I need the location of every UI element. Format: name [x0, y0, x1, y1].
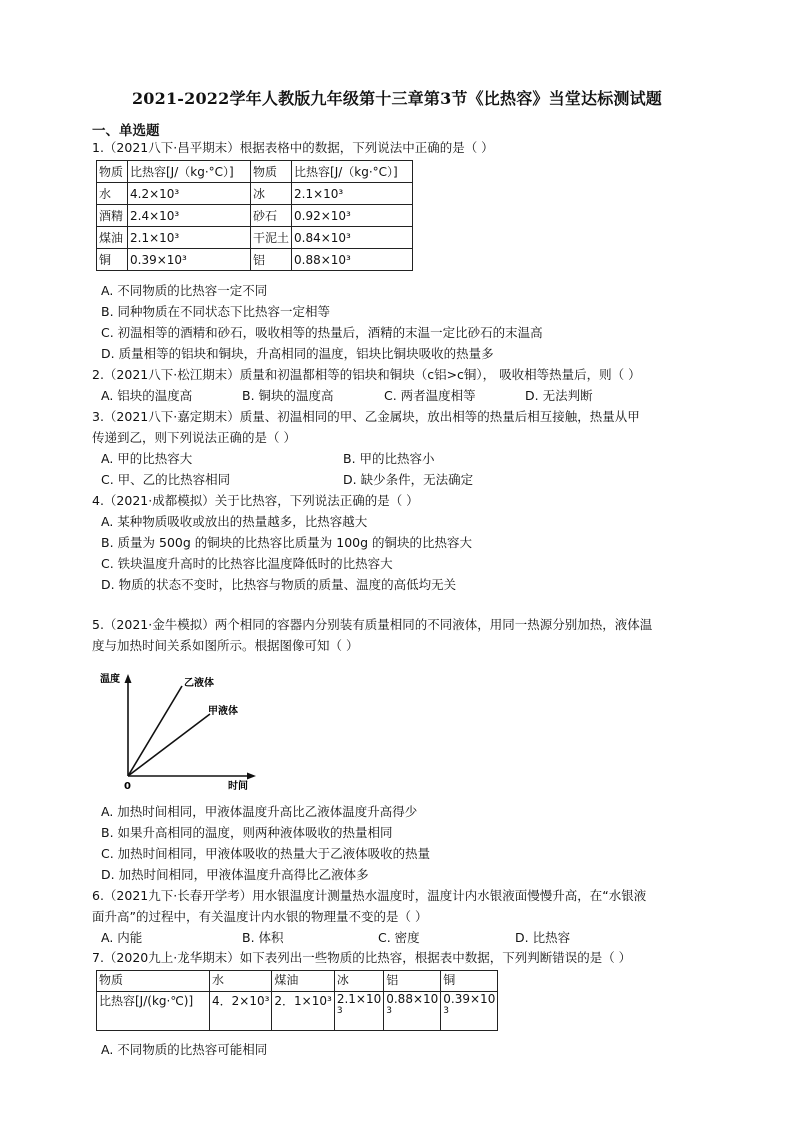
q7-option-a: A. 不同物质的比热容可能相同: [101, 1042, 268, 1057]
table-cell: 2.4×10³: [128, 205, 251, 227]
q1-option-a: A. 不同物质的比热容一定不同: [101, 283, 268, 298]
table-cell: 比热容[J/(kg·℃)]: [97, 992, 210, 1031]
q3-option-a: A. 甲的比热容大: [101, 451, 193, 466]
table-cell: 铜: [441, 971, 498, 992]
q3-option-b: B. 甲的比热容小: [343, 451, 435, 466]
q5-stem-line1: 5.（2021·金牛模拟）两个相同的容器内分别装有质量相同的不同液体，用同一热源分别加热，液体温: [92, 617, 653, 632]
table-cell: 水: [210, 971, 272, 992]
q6-option-b: B. 体积: [242, 930, 284, 945]
q2-option-b: B. 铜块的温度高: [242, 388, 334, 403]
table-cell: 4.2×10³: [128, 183, 251, 205]
table-cell: 0.39×10³: [128, 249, 251, 271]
q5-option-b: B. 如果升高相同的温度，则两种液体吸收的热量相同: [101, 825, 393, 840]
table-cell: 0.88×10³: [292, 249, 413, 271]
table-cell: 比热容[J/（kg·°C）]: [128, 161, 251, 183]
q6-option-c: C. 密度: [378, 930, 420, 945]
q2-option-d: D. 无法判断: [525, 388, 593, 403]
table-cell: 比热容[J/（kg·°C）]: [292, 161, 413, 183]
table-cell: 冰: [251, 183, 292, 205]
q4-option-d: D. 物质的状态不变时，比热容与物质的质量、温度的高低均无关: [101, 577, 457, 592]
q3-option-d: D. 缺少条件，无法确定: [343, 472, 474, 487]
q6-stem-line1: 6.（2021九下·长春开学考）用水银温度计测量热水温度时，温度计内水银液面慢慢升高，在“水银液: [92, 888, 647, 903]
table-row: [97, 992, 498, 1031]
q6-option-a: A. 内能: [101, 930, 143, 945]
table-cell: 铝: [251, 249, 292, 271]
table-cell: 2.1×10³: [128, 227, 251, 249]
y-axis-arrow: [125, 674, 132, 683]
table-cell: 煤油: [97, 227, 128, 249]
q2-option-c: C. 两者温度相等: [384, 388, 476, 403]
document-title: 2021-2022学年人教版九年级第十三章第3节《比热容》当堂达标测试题: [131, 89, 663, 108]
table-row: [97, 183, 413, 205]
q7-table: [96, 970, 498, 1031]
table-header-row: [97, 971, 498, 992]
q1-table: [96, 160, 413, 271]
table-cell: 物质: [251, 161, 292, 183]
table-cell: 铝: [384, 971, 441, 992]
table-cell: 水: [97, 183, 128, 205]
q4-stem: 4.（2021·成都模拟）关于比热容，下列说法正确的是（ ）: [92, 493, 419, 508]
line-yi-label: 乙液体: [184, 678, 214, 689]
q1-option-b: B. 同种物质在不同状态下比热容一定相等: [101, 304, 331, 319]
q4-option-a: A. 某种物质吸收或放出的热量越多，比热容越大: [101, 514, 368, 529]
q5-stem-line2: 度与加热时间关系如图所示。根据图像可知（ ）: [92, 638, 359, 653]
q1-stem: 1.（2021八下·昌平期末）根据表格中的数据，下列说法中正确的是（ ）: [92, 140, 494, 155]
table-header-row: [97, 161, 413, 183]
q3-stem-line1: 3.（2021八下·嘉定期末）质量、初温相同的甲、乙金属块，放出相等的热量后相互接触，热量从甲: [92, 409, 640, 424]
table-cell: 2.1×10³: [292, 183, 413, 205]
cell-value: 0.88×10: [386, 992, 439, 1006]
y-axis-label: 温度: [100, 674, 120, 685]
q4-option-c: C. 铁块温度升高时的比热容比温度降低时的比热容大: [101, 556, 393, 571]
table-cell: [272, 992, 334, 1031]
x-axis-label: 时间: [228, 781, 248, 792]
q6-stem-line2: 面升高”的过程中，有关温度计内水银的物理量不变的是（ ）: [92, 909, 428, 924]
cell-value: 4．2×10³: [212, 994, 270, 1008]
table-row: [97, 227, 413, 249]
q2-option-a: A. 铝块的温度高: [101, 388, 193, 403]
cell-value: 0.39×10: [443, 992, 496, 1006]
q3-stem-line2: 传递到乙，则下列说法正确的是（ ）: [92, 430, 296, 445]
table-cell: [210, 992, 272, 1031]
line-jia: [128, 714, 210, 776]
table-cell: 煤油: [272, 971, 334, 992]
line-yi: [128, 686, 182, 776]
q4-option-b: B. 质量为 500g 的铜块的比热容比质量为 100g 的铜块的比热容大: [101, 535, 473, 550]
table-cell: [334, 992, 383, 1031]
table-row: [97, 205, 413, 227]
q5-option-c: C. 加热时间相同，甲液体吸收的热量大于乙液体吸收的热量: [101, 846, 431, 861]
section-heading: 一、单选题: [92, 123, 160, 139]
cell-value: 2.1×10: [336, 992, 382, 1006]
table-cell: 0.84×10³: [292, 227, 413, 249]
cell-value-exponent: 3: [443, 1006, 450, 1016]
table-cell: 冰: [334, 971, 383, 992]
cell-value: 2．1×10³: [274, 994, 332, 1008]
table-cell: 砂石: [251, 205, 292, 227]
q3-option-c: C. 甲、乙的比热容相同: [101, 472, 231, 487]
table-cell: [441, 992, 498, 1031]
cell-value-exponent: 3: [386, 1006, 392, 1016]
q1-option-d: D. 质量相等的铝块和铜块，升高相同的温度，铝块比铜块吸收的热量多: [101, 346, 494, 361]
line-jia-label: 甲液体: [208, 706, 238, 717]
q5-option-a: A. 加热时间相同，甲液体温度升高比乙液体温度升高得少: [101, 804, 418, 819]
table-cell: 物质: [97, 971, 210, 992]
q6-option-d: D. 比热容: [515, 930, 571, 945]
q2-stem: 2.（2021八下·松江期末）质量和初温都相等的铝块和铜块（c铝>c铜）， 吸收相等热量后，则（ ）: [92, 367, 641, 382]
table-cell: 物质: [97, 161, 128, 183]
table-cell: 铜: [97, 249, 128, 271]
table-cell: 干泥土: [251, 227, 292, 249]
table-cell: 酒精: [97, 205, 128, 227]
temperature-time-graph: [100, 668, 270, 793]
origin-label: 0: [124, 781, 131, 792]
q1-option-c: C. 初温相等的酒精和砂石，吸收相等的热量后，酒精的末温一定比砂石的末温高: [101, 325, 543, 340]
table-row: [97, 249, 413, 271]
cell-value-exponent: 3: [336, 1006, 343, 1016]
table-cell: 0.92×10³: [292, 205, 413, 227]
q7-stem: 7.（2020九上·龙华期末）如下表列出一些物质的比热容，根据表中数据，下列判断错误的是（ ）: [92, 950, 632, 965]
table-cell: [384, 992, 441, 1031]
x-axis-arrow: [247, 773, 256, 780]
q5-option-d: D. 加热时间相同，甲液体温度升高得比乙液体多: [101, 867, 369, 882]
